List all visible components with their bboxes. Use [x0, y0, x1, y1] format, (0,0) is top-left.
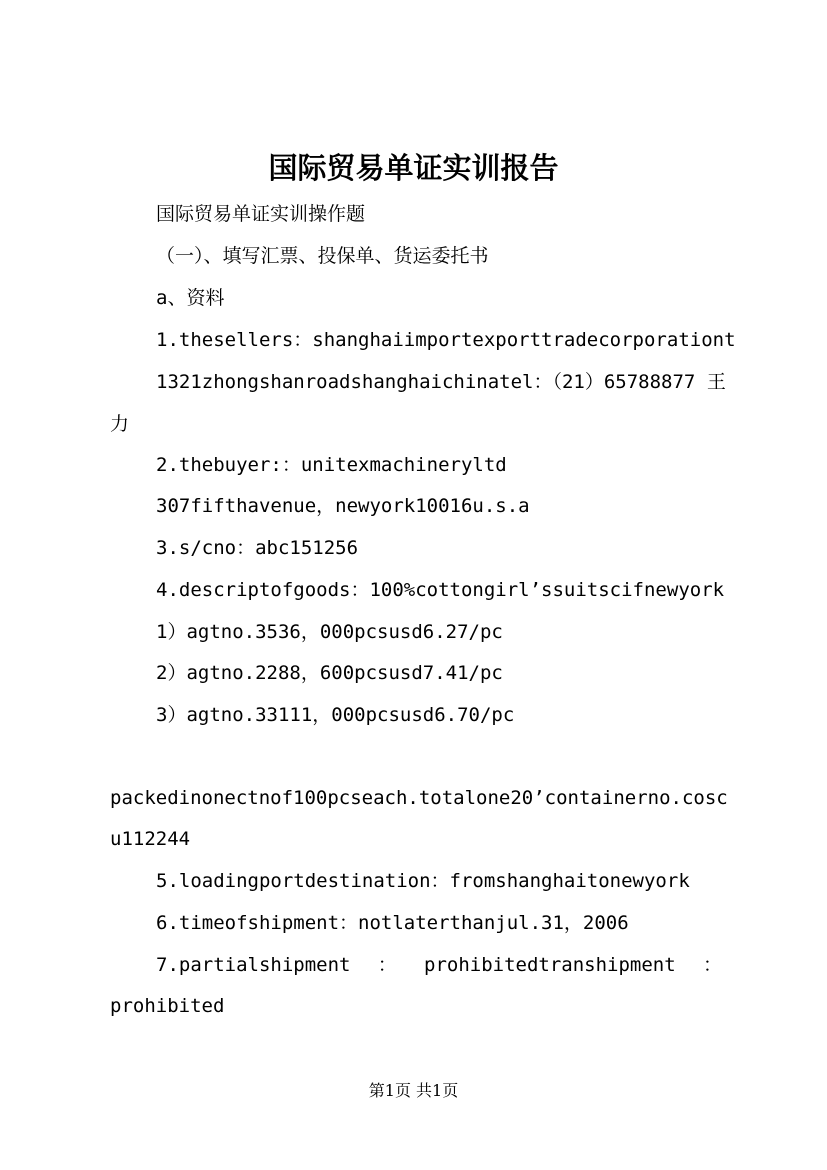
section-heading: （一）、填写汇票、投保单、货运委托书 — [156, 245, 489, 267]
part-heading: a、资料 — [156, 287, 225, 309]
goods-line-1: 1）agtno.3536，000pcsusd6.27/pc — [156, 621, 503, 643]
item-sellers-line3: 力 — [110, 413, 130, 435]
item-shipment-time: 6.timeofshipment：notlaterthanjul.31，2006 — [156, 912, 629, 934]
item-buyer-line1: 2.thebuyer:：unitexmachineryltd — [156, 454, 507, 476]
item-loading-port: 5.loadingportdestination：fromshanghaitonewyork — [156, 870, 690, 892]
goods-line-3: 3）agtno.33111，000pcsusd6.70/pc — [156, 704, 515, 726]
goods-line-2: 2）agtno.2288，600pcsusd7.41/pc — [156, 662, 503, 684]
packing-line1: packedinonectnof100pcseach.totalone20’containerno.cosc — [110, 787, 728, 809]
item-sellers-line1: 1.thesellers：shanghaiimportexporttradecorporationt — [156, 329, 736, 351]
item-description: 4.descriptofgoods：100%cottongirl’ssuitscifnewyork — [156, 579, 725, 601]
colon: ： — [377, 954, 397, 976]
item-sc-number: 3.s/cno：abc151256 — [156, 537, 359, 559]
page-footer: 第1页 共1页 — [368, 1081, 459, 1100]
page-title: 国际贸易单证实训报告 — [268, 151, 559, 185]
colon: ： — [702, 954, 722, 976]
item-sellers-line2: 1321zhongshanroadshanghaichinatel：（21）65788877 王 — [156, 371, 726, 393]
transhipment-label: prohibitedtranshipment — [424, 954, 676, 976]
partial-shipment-label: 7.partialshipment — [156, 954, 351, 976]
subtitle: 国际贸易单证实训操作题 — [156, 203, 366, 225]
packing-line2: u112244 — [110, 828, 191, 850]
item-buyer-line2: 307fifthavenue，newyork10016u.s.a — [156, 495, 530, 517]
item-partial-shipment — [156, 953, 722, 977]
item-partial-shipment-line2: prohibited — [110, 995, 225, 1017]
